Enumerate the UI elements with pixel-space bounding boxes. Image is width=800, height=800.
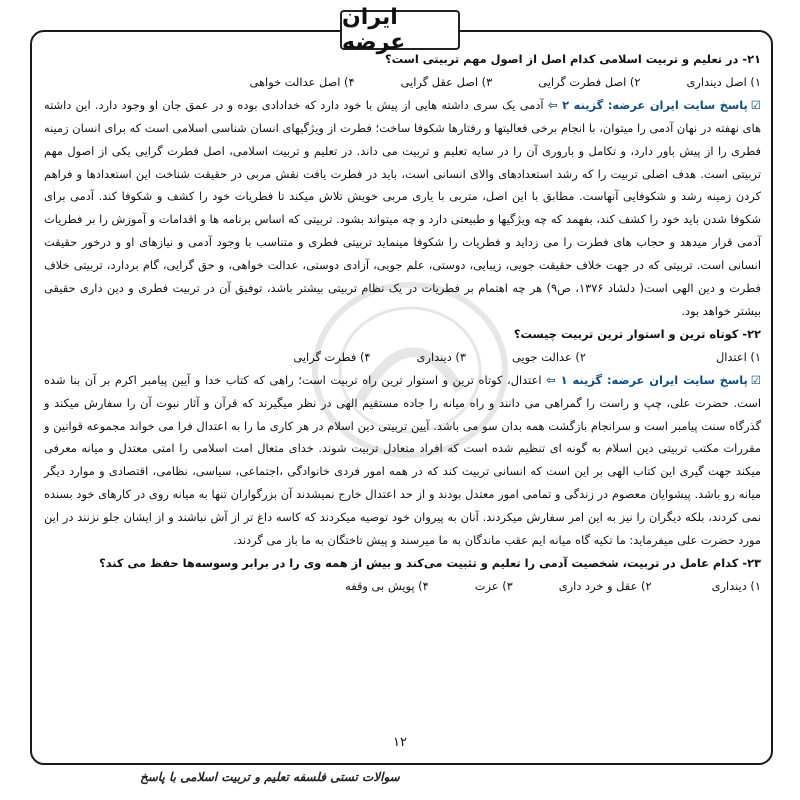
site-logo bbox=[340, 5, 460, 55]
options-23 bbox=[44, 575, 761, 598]
option: ۱) اعتدال bbox=[715, 349, 761, 364]
answer-head: پاسخ سایت ایران عرضه: گزینه ۱ ⇦ bbox=[546, 372, 748, 387]
checkbox-icon: ☑ bbox=[750, 372, 761, 387]
question-22: ۲۲- کوتاه ترین و استوار ترین تربیت چیست؟ bbox=[513, 326, 761, 341]
page-number: ۱۲ bbox=[393, 735, 407, 750]
checkbox-icon: ☑ bbox=[750, 97, 761, 112]
answer-head: پاسخ سایت ایران عرضه: گزینه ۲ ⇦ bbox=[547, 97, 748, 112]
option: ۴) پویش بی وقفه bbox=[345, 578, 429, 593]
answer-22 bbox=[44, 369, 761, 552]
option: ۲) اصل فطرت گرایی bbox=[538, 74, 641, 89]
footer-title: سوالات تستی فلسفه تعلیم و تربیت اسلامی با پاسخ bbox=[140, 770, 400, 784]
answer-21 bbox=[44, 94, 761, 323]
option: ۱) دینداری bbox=[711, 578, 761, 593]
options-21 bbox=[44, 71, 761, 94]
question-21: ۲۱- در تعلیم و تربیت اسلامی کدام اصل از اصول مهم تربیتی است؟ bbox=[385, 52, 761, 66]
option: ۴) فطرت گرایی bbox=[293, 349, 371, 364]
logo-text: ایران عرضه bbox=[342, 5, 406, 55]
option: ۳) اصل عقل گرایی bbox=[400, 74, 493, 89]
option: ۲) عدالت جویی bbox=[511, 349, 586, 364]
answer-body: آدمی یک سری داشته هایی از پیش با خود دارد که خدادادی بوده و در عمق جان او وجود دارد. این داشته های نهفته در نهان آدمی را میتوان، با انجام برخی فعالیتها و رفتارها شکوفا ساخت؛ فطرت از ویژگیهای انسان شناسی اسلامی است که برای انسان زمینه فطری را از پیش باور دارد، و تکامل و باروری آن را در سایه تعلیم و تربیت می داند. در تعلیم و تربیت اسلامی، اصل فطرت گرایی یکی از اصول مهم تربیتی است. هدف اصلی تربیت را که رشد استعدادهای والای انسانی است، باید در فطرت یافت نقش مربی در حقیقت شناخت این استعدادها و فراهم کردن زمینه رشد و شکوفایی آنهاست. مطابق با این اصل، متربی با یاری مربی خویش تلاش میکند تا فطریات خود را کشف و شکوفا کند. آدمی برای شکوفا شدن باید خود را کشف کند، بفهمد که چه ویژگیها و طبیعتی دارد و چه میتواند بشود. تربیتی که اساس برنامه ها و اقدامات و آموزش را بر فطریات آدمی قرار میدهد و حجاب های فطرت را می زداید و فطریات را شکوفا مینماید تربیتی فطری و متناسب با وجود آدمی و نیازهای او و درخور حقیقت انسانی است. تربیتی که در جهت خلاف حقیقت جویی، زیبایی، دوستی، علم جویی، آزادی دوستی، عدالت خواهی، و حق گرایی، گام بردارد، تربیتی خلاف فطرت و دین الهی است( دلشاد ۱۳۷۶، ص۹) هر چه اهتمام بر فطریات در یک نظام تربیتی بیشتر باشد، توفیق آن در تربیت فطری و دین داری حقیقی بیشتر خواهد بود. bbox=[44, 97, 761, 318]
option: ۲) عقل و خرد داری bbox=[558, 578, 652, 593]
option: ۴) اصل عدالت خواهی bbox=[249, 74, 355, 89]
main-content bbox=[44, 48, 761, 738]
option: ۳) عزت bbox=[474, 578, 513, 593]
option: ۱) اصل دینداری bbox=[686, 74, 761, 89]
question-23: ۲۳- کدام عامل در تربیت، شخصیت آدمی را تعلیم و تثبیت می‌کند و بیش از همه وی را در برابر وسوسه‌ها حفظ می کند؟ bbox=[99, 555, 761, 570]
answer-body: اعتدال، کوتاه ترین و استوار ترین راه تربیت است؛ راهی که کتاب خدا و آیین پیامبر اکرم بر آن بنا شده است. حضرت علی، چپ و راست را گمراهی می دانند و راه میانه را جاده مستقیم الهی در نظر میگیرند که قرآن و آثار نبوت آن را سفارش میکند و گذرگاه سنت پیامبر است و سرانجام بازگشت همه بدان سو می باشد. آیین تربیتی دین اسلام در هر کاری ما را به اعتدال فرا می خواند مجموعه قوانین و مقررات مکتب تربیتی دین اسلام به گونه ای تنظیم شده است که افراد متعادل تربیت شوند. خدای متعال امت اسلامی را امتی معتدل و میانه معرفی میکند جهت گیری این کتاب الهی بر این است که انسانی تربیت کند که در همه امور فردی خانوادگی ،اجتماعی، سیاسی، نظامی، اقتصادی و موارد دیگر میانه رو باشد. پیشوایان معصوم در زندگی و تمامی امور معتدل بودند و از حد اعتدال خارج نمیشدند آن بزرگواران تنها به میانه روی در کارهای خود بسنده نمی کردند، بلکه دیگران را نیز به این امر سفارش میکردند. آنان به پیروان خود توصیه میکردند که کاسه داغ تر از آش نباشند و از ایشان جلو نزنند در این مورد حضرت علی میفرماید: ما تکیه گاه میانه ایم عقب ماندگان به ما میرسند و پیش تاختگان به ما باز می گردند. bbox=[44, 372, 761, 548]
options-22 bbox=[44, 346, 761, 369]
option: ۳) دینداری bbox=[416, 349, 466, 364]
